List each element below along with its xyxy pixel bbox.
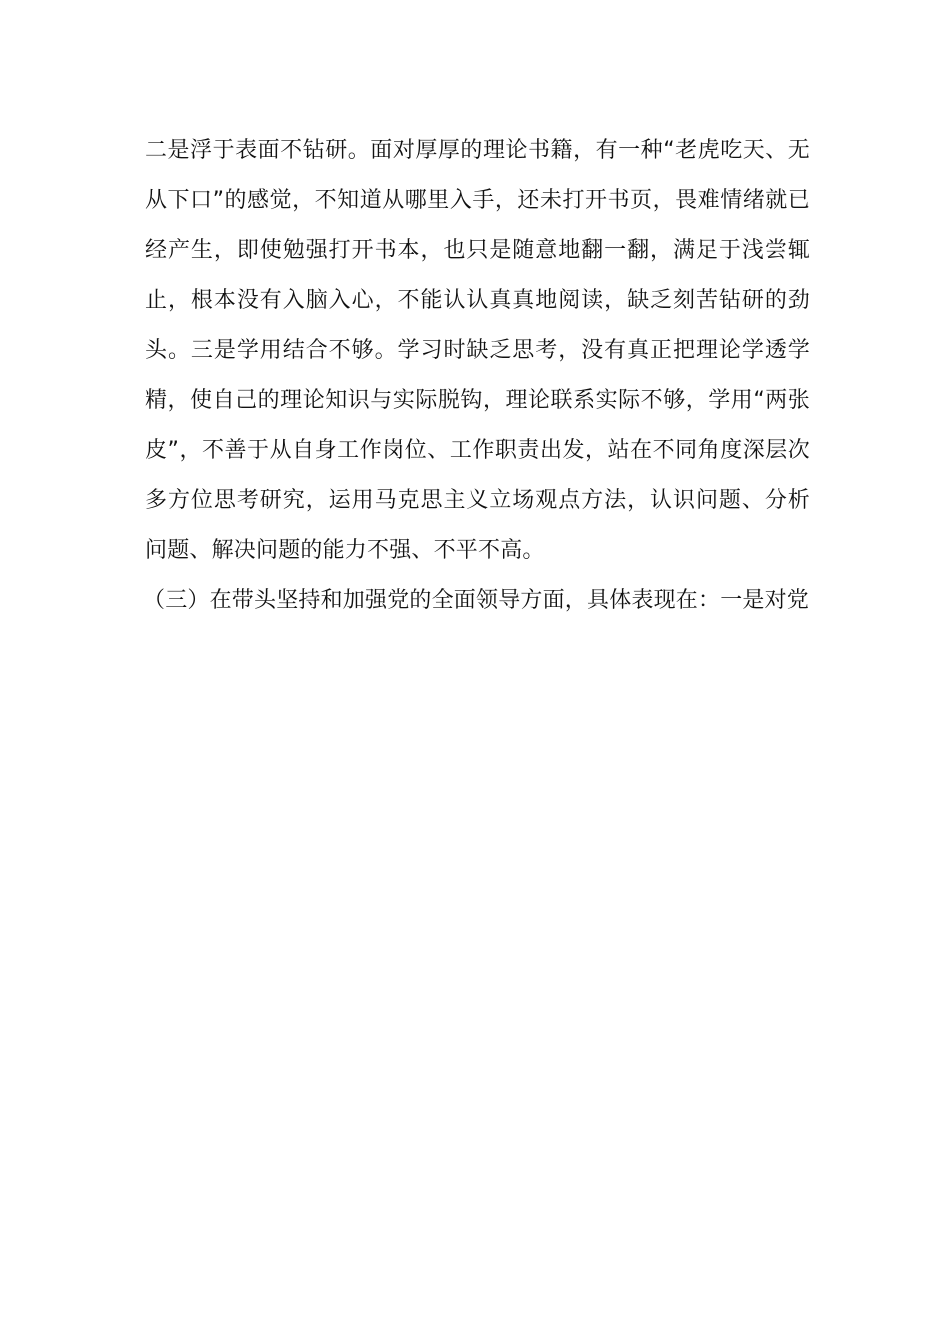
paragraph-study-shortcomings: 二是浮于表面不钻研。面对厚厚的理论书籍，有一种“老虎吃天、无从下口”的感觉，不知道从哪里入手，还未打开书页，畏难情绪就已经产生，即使勉强打开书本，也只是随意地翻一翻，满足于浅尝辄止，根本没有入脑入心，不能认认真真地阅读，缺乏刻苦钻研的劲头。三是学用结合不够。学习时缺乏思考，没有真正把理论学透学精，使自己的理论知识与实际脱钩，理论联系实际不够，学用“两张皮”，不善于从自身工作岗位、工作职责出发，站在不同角度深层次多方位思考研究，运用马克思主义立场观点方法，认识问题、分析问题、解决问题的能力不强、不平不高。: [145, 138, 810, 563]
document-body: [145, 126, 810, 626]
paragraph-party-leadership-heading: （三）在带头坚持和加强党的全面领导方面，具体表现在：一是对党: [143, 588, 810, 613]
